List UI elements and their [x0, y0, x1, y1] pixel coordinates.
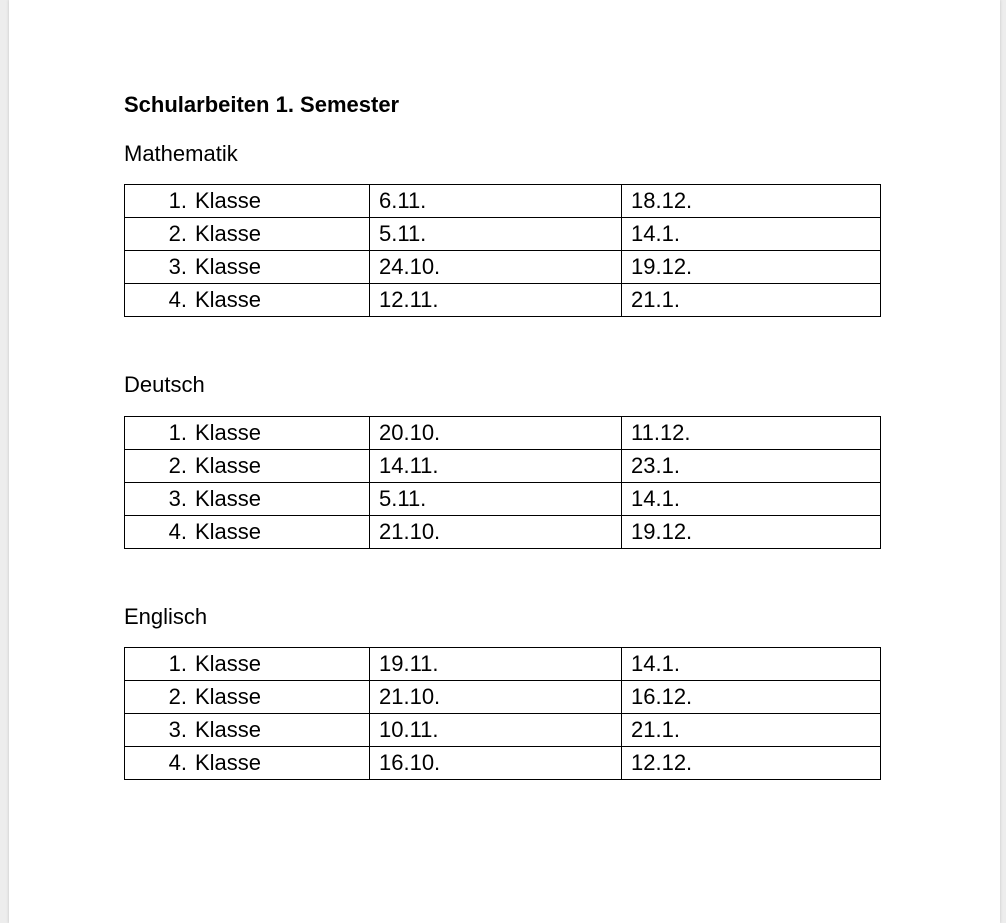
- class-number: 4.: [168, 519, 187, 544]
- exam-date-1: 21.10.: [370, 516, 622, 549]
- exam-date-2: 14.1.: [622, 218, 881, 251]
- subject-heading-mathematik: Mathematik: [124, 141, 238, 166]
- class-number: 4.: [168, 750, 187, 775]
- class-cell: [125, 417, 370, 450]
- class-cell: [125, 747, 370, 780]
- class-label: Klasse: [195, 486, 262, 511]
- document-page: [9, 0, 1000, 923]
- class-cell: [125, 284, 370, 317]
- class-number: 2.: [168, 453, 187, 478]
- exam-table-deutsch: [124, 416, 881, 549]
- exam-date-1: 21.10.: [370, 681, 622, 714]
- class-label: Klasse: [195, 221, 262, 246]
- class-cell: [125, 714, 370, 747]
- table-row: [125, 516, 881, 549]
- exam-date-2: 21.1.: [622, 284, 881, 317]
- class-label: Klasse: [195, 287, 262, 312]
- exam-date-2: 18.12.: [622, 185, 881, 218]
- subject-heading-englisch: Englisch: [124, 604, 208, 629]
- table-row: [125, 284, 881, 317]
- table-row: [125, 417, 881, 450]
- class-label: Klasse: [195, 188, 262, 213]
- exam-date-1: 5.11.: [370, 483, 622, 516]
- document-title: Schularbeiten 1. Semester: [124, 92, 400, 117]
- table-row: [125, 251, 881, 284]
- table-row: [125, 681, 881, 714]
- class-number: 3.: [168, 254, 187, 279]
- table-row: [125, 483, 881, 516]
- exam-table-mathematik: [124, 184, 881, 317]
- exam-date-2: 12.12.: [622, 747, 881, 780]
- class-number: 2.: [168, 221, 187, 246]
- class-cell: [125, 450, 370, 483]
- exam-date-2: 11.12.: [622, 417, 881, 450]
- class-number: 1.: [168, 188, 187, 213]
- exam-date-2: 21.1.: [622, 714, 881, 747]
- class-number: 3.: [168, 717, 187, 742]
- table-row: [125, 450, 881, 483]
- exam-date-1: 20.10.: [370, 417, 622, 450]
- class-number: 1.: [168, 420, 187, 445]
- class-label: Klasse: [195, 651, 262, 676]
- class-label: Klasse: [195, 254, 262, 279]
- class-label: Klasse: [195, 519, 262, 544]
- class-cell: [125, 251, 370, 284]
- exam-date-1: 10.11.: [370, 714, 622, 747]
- exam-date-2: 16.12.: [622, 681, 881, 714]
- class-cell: [125, 516, 370, 549]
- class-label: Klasse: [195, 684, 262, 709]
- class-cell: [125, 185, 370, 218]
- class-cell: [125, 218, 370, 251]
- class-cell: [125, 681, 370, 714]
- class-label: Klasse: [195, 717, 262, 742]
- table-row: [125, 218, 881, 251]
- class-label: Klasse: [195, 453, 262, 478]
- class-number: 2.: [168, 684, 187, 709]
- exam-date-1: 6.11.: [370, 185, 622, 218]
- exam-date-2: 14.1.: [622, 483, 881, 516]
- class-number: 1.: [168, 651, 187, 676]
- exam-date-1: 5.11.: [370, 218, 622, 251]
- exam-date-1: 14.11.: [370, 450, 622, 483]
- class-number: 3.: [168, 486, 187, 511]
- class-cell: [125, 648, 370, 681]
- table-row: [125, 747, 881, 780]
- exam-date-1: 12.11.: [370, 284, 622, 317]
- table-row: [125, 648, 881, 681]
- subject-heading-deutsch: Deutsch: [124, 372, 205, 397]
- exam-date-2: 19.12.: [622, 251, 881, 284]
- class-label: Klasse: [195, 750, 262, 775]
- exam-date-2: 14.1.: [622, 648, 881, 681]
- exam-date-2: 23.1.: [622, 450, 881, 483]
- exam-date-1: 24.10.: [370, 251, 622, 284]
- exam-date-1: 16.10.: [370, 747, 622, 780]
- table-row: [125, 185, 881, 218]
- class-number: 4.: [168, 287, 187, 312]
- exam-table-englisch: [124, 647, 881, 780]
- exam-date-1: 19.11.: [370, 648, 622, 681]
- table-row: [125, 714, 881, 747]
- exam-date-2: 19.12.: [622, 516, 881, 549]
- class-cell: [125, 483, 370, 516]
- class-label: Klasse: [195, 420, 262, 445]
